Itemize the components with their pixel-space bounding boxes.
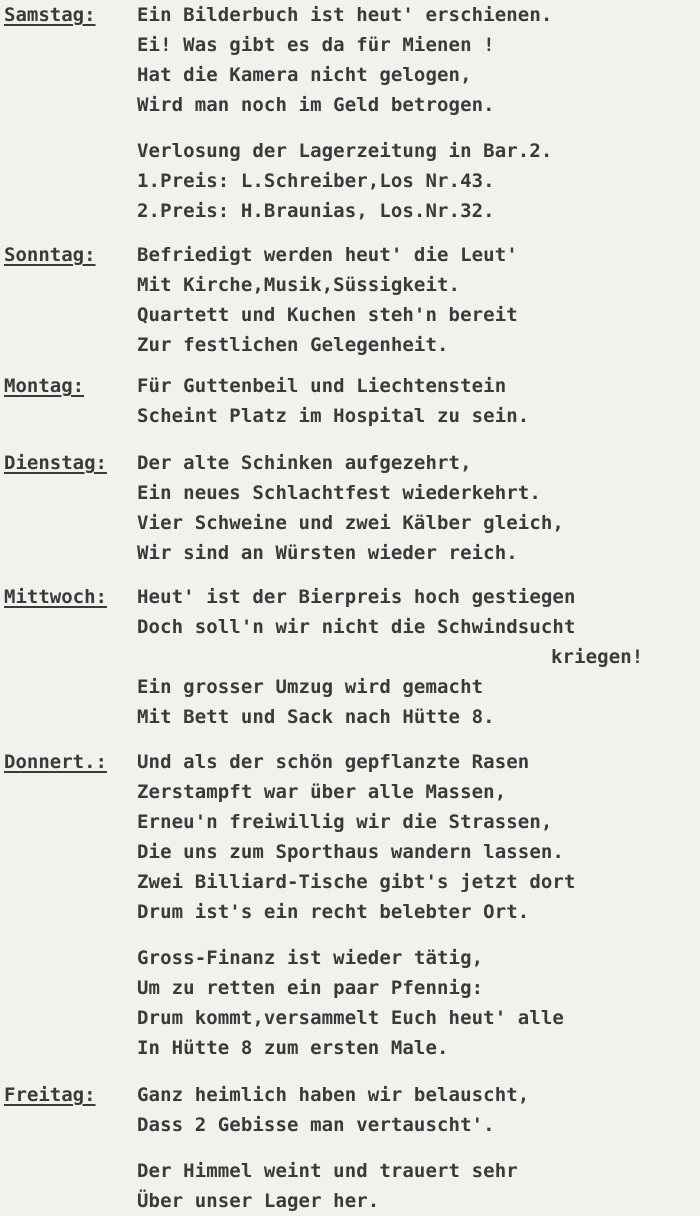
verse-line: Und als der schön gepflanzte Rasen [137,751,530,773]
verse-line: Verlosung der Lagerzeitung in Bar.2. [137,140,553,162]
day-label: Mittwoch: [4,586,107,608]
verse-line: 1.Preis: L.Schreiber,Los Nr.43. [137,170,495,192]
verse [137,371,529,431]
verse-line: Quartett und Kuchen steh'n bereit [137,304,518,326]
day-label: Montag: [4,375,85,397]
verse [137,448,564,568]
verse-line: Der Himmel weint und trauert sehr [137,1160,518,1182]
verse-line: Gross-Finanz ist wieder tätig, [137,947,484,969]
verse-line: Ein neues Schlachtfest wiederkehrt. [137,482,541,504]
verse-line: Drum ist's ein recht belebter Ort. [137,901,530,923]
verse [137,747,575,1063]
verse-line: Zur festlichen Gelegenheit. [137,334,449,356]
verse-line: Zwei Billiard-Tische gibt's jetzt dort [137,871,576,893]
verse-line: Mit Bett und Sack nach Hütte 8. [137,706,495,728]
verse-line: Hat die Kamera nicht gelogen, [137,64,472,86]
verse-line: Über unser Lager her. [137,1190,380,1212]
verse-line: 2.Preis: H.Braunias, Los.Nr.32. [137,200,495,222]
day-label: Samstag: [4,4,96,26]
verse-line: Wird man noch im Geld betrogen. [137,94,495,116]
verse-line: Die uns zum Sporthaus wandern lassen. [137,841,564,863]
verse-line: Wir sind an Würsten wieder reich. [137,542,518,564]
verse [137,582,643,732]
verse-line: Ein grosser Umzug wird gemacht [137,676,484,698]
verse-line: Für Guttenbeil und Liechtenstein [137,375,507,397]
verse-line: Dass 2 Gebisse man vertauscht'. [137,1114,495,1136]
verse-line: In Hütte 8 zum ersten Male. [137,1037,449,1059]
verse-line: Ei! Was gibt es da für Mienen ! [137,34,495,56]
verse-line: Befriedigt werden heut' die Leut' [137,244,518,266]
day-label: Dienstag: [4,452,107,474]
verse-line: Ein Bilderbuch ist heut' erschienen. [137,4,553,26]
day-label: Donnert.: [4,751,107,773]
verse-line: Doch soll'n wir nicht die Schwindsucht [137,616,576,638]
verse-line: kriegen! [551,646,644,668]
verse [137,1080,529,1216]
verse-line: Scheint Platz im Hospital zu sein. [137,405,530,427]
verse-line: Um zu retten ein paar Pfennig: [137,977,484,999]
verse-line: Erneu'n freiwillig wir die Strassen, [137,811,553,833]
verse-line: Drum kommt,versammelt Euch heut' alle [137,1007,564,1029]
verse [137,240,518,360]
verse [137,0,552,226]
day-label: Sonntag: [4,244,96,266]
verse-line: Heut' ist der Bierpreis hoch gestiegen [137,586,576,608]
verse-line: Zerstampft war über alle Massen, [137,781,507,803]
verse-line: Ganz heimlich haben wir belauscht, [137,1084,530,1106]
day-label: Freitag: [4,1084,96,1106]
verse-line: Der alte Schinken aufgezehrt, [137,452,472,474]
verse-line: Mit Kirche,Musik,Süssigkeit. [137,274,461,296]
verse-line: Vier Schweine und zwei Kälber gleich, [137,512,564,534]
